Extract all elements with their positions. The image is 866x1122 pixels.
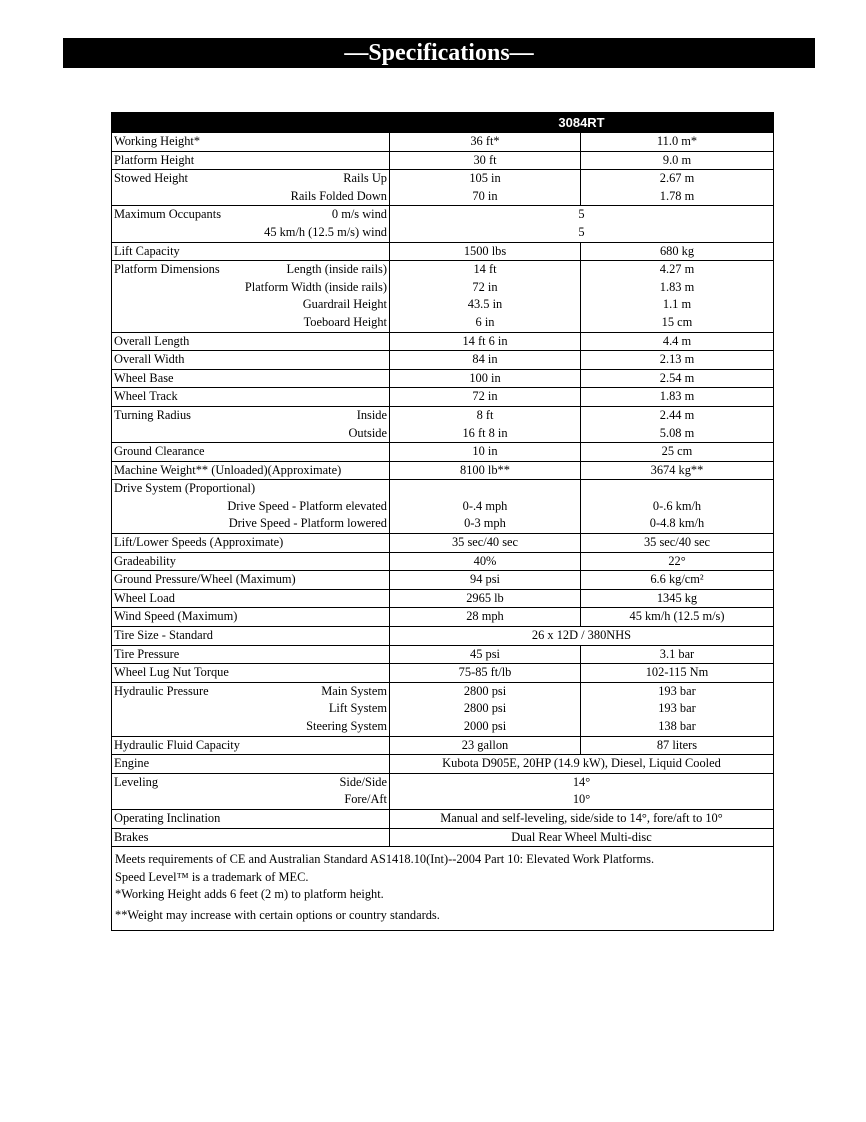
model-header: 3084RT xyxy=(390,113,774,133)
header-blank-cell xyxy=(112,113,390,133)
spec-value-imperial: 40% xyxy=(390,552,581,571)
spec-value-imperial: 8100 lb** xyxy=(390,461,581,480)
spec-label-cell xyxy=(112,498,390,516)
spec-value-metric: 138 bar xyxy=(581,718,774,736)
table-row xyxy=(112,332,774,351)
spec-label-cell xyxy=(112,133,390,152)
spec-label-cell xyxy=(112,170,390,188)
note-trademark: Speed Level™ is a trademark of MEC. xyxy=(115,869,309,884)
spec-value-metric: 3674 kg** xyxy=(581,461,774,480)
spec-value-metric: 0-.6 km/h xyxy=(581,498,774,516)
table-row xyxy=(112,443,774,462)
spec-sublabel: Rails Up xyxy=(343,171,387,186)
spec-value-metric: 2.13 m xyxy=(581,351,774,370)
table-row xyxy=(112,534,774,553)
spec-label: Stowed Height xyxy=(114,171,188,186)
spec-value-imperial: 94 psi xyxy=(390,571,581,590)
spec-value-imperial: 8 ft xyxy=(390,406,581,424)
spec-label: Machine Weight** (Unloaded)(Approximate) xyxy=(114,462,342,477)
spec-label-cell xyxy=(112,369,390,388)
spec-value-metric: 11.0 m* xyxy=(581,133,774,152)
spec-label-cell xyxy=(112,224,390,242)
spec-value-imperial: 14 ft xyxy=(390,261,581,279)
table-row xyxy=(112,700,774,718)
spec-sublabel: Rails Folded Down xyxy=(290,188,387,203)
spec-value-imperial: 23 gallon xyxy=(390,736,581,755)
spec-label: Tire Size - Standard xyxy=(114,628,213,643)
spec-value-imperial: 105 in xyxy=(390,170,581,188)
spec-label-cell xyxy=(112,406,390,424)
spec-label-cell xyxy=(112,700,390,718)
spec-label: Brakes xyxy=(114,829,149,844)
spec-value-imperial: 36 ft* xyxy=(390,133,581,152)
spec-label: Tire Pressure xyxy=(114,646,180,661)
table-row xyxy=(112,369,774,388)
spec-label-cell xyxy=(112,571,390,590)
spec-label: Platform Dimensions xyxy=(114,262,220,277)
spec-label: Wheel Base xyxy=(114,370,174,385)
table-row xyxy=(112,206,774,224)
spec-label-cell xyxy=(112,809,390,828)
spec-sublabel: Toeboard Height xyxy=(303,314,387,329)
spec-value-metric: 4.27 m xyxy=(581,261,774,279)
spec-value-combined: 10° xyxy=(390,791,774,809)
spec-value-metric: 6.6 kg/cm² xyxy=(581,571,774,590)
spec-value-combined: 5 xyxy=(390,206,774,224)
table-row xyxy=(112,809,774,828)
spec-value-imperial: 10 in xyxy=(390,443,581,462)
spec-label-cell xyxy=(112,736,390,755)
spec-label: Ground Clearance xyxy=(114,444,205,459)
spec-value-metric: 22° xyxy=(581,552,774,571)
spec-value-metric: 2.54 m xyxy=(581,369,774,388)
table-row xyxy=(112,170,774,188)
table-row xyxy=(112,279,774,297)
spec-label-cell xyxy=(112,552,390,571)
table-row xyxy=(112,608,774,627)
table-row xyxy=(112,773,774,791)
table-row xyxy=(112,351,774,370)
table-row xyxy=(112,314,774,332)
spec-value-imperial: 14 ft 6 in xyxy=(390,332,581,351)
table-row xyxy=(112,627,774,646)
spec-value-imperial: 75-85 ft/lb xyxy=(390,664,581,683)
specifications-table xyxy=(111,112,774,931)
spec-sublabel: Guardrail Height xyxy=(302,297,387,312)
spec-value-metric: 15 cm xyxy=(581,314,774,332)
page-title: —Specifications— xyxy=(63,38,815,68)
spec-value-metric: 1345 kg xyxy=(581,589,774,608)
spec-sublabel: Main System xyxy=(321,683,387,698)
spec-label-cell xyxy=(112,645,390,664)
spec-sublabel: Platform Width (inside rails) xyxy=(244,279,387,294)
spec-label: Leveling xyxy=(114,774,159,789)
table-row xyxy=(112,828,774,847)
spec-label-cell xyxy=(112,773,390,791)
spec-value-imperial: 2800 psi xyxy=(390,682,581,700)
spec-value-metric: 87 liters xyxy=(581,736,774,755)
spec-label: Working Height* xyxy=(114,134,201,148)
table-row xyxy=(112,664,774,683)
spec-value-metric: 35 sec/40 sec xyxy=(581,534,774,553)
spec-label: Wind Speed (Maximum) xyxy=(114,609,238,624)
spec-label-cell xyxy=(112,332,390,351)
spec-value-metric: 45 km/h (12.5 m/s) xyxy=(581,608,774,627)
spec-label: Drive System (Proportional) xyxy=(114,481,256,496)
spec-label: Lift Capacity xyxy=(114,243,180,258)
spec-value-metric: 3.1 bar xyxy=(581,645,774,664)
spec-label: Maximum Occupants xyxy=(114,207,222,222)
spec-value-combined: 14° xyxy=(390,773,774,791)
table-row xyxy=(112,242,774,261)
spec-label: Turning Radius xyxy=(114,407,191,422)
table-row xyxy=(112,461,774,480)
table-row xyxy=(112,682,774,700)
spec-value-imperial: 30 ft xyxy=(390,151,581,170)
notes-row xyxy=(112,847,774,931)
spec-sublabel: 0 m/s wind xyxy=(331,207,387,222)
spec-label-cell xyxy=(112,443,390,462)
table-row xyxy=(112,224,774,242)
spec-value-metric: 1.78 m xyxy=(581,188,774,206)
spec-label: Ground Pressure/Wheel (Maximum) xyxy=(114,572,296,587)
spec-value-imperial xyxy=(390,480,581,498)
spec-value-imperial: 70 in xyxy=(390,188,581,206)
spec-value-imperial: 72 in xyxy=(390,388,581,407)
spec-sublabel: Drive Speed - Platform lowered xyxy=(228,516,387,531)
spec-label: Overall Width xyxy=(114,352,185,367)
note-ce-compliance: Meets requirements of CE and Australian Standard AS1418.10(Int)--2004 Part 10: Elevated Work Platforms. xyxy=(115,852,655,867)
spec-label-cell xyxy=(112,425,390,443)
spec-label: Hydraulic Pressure xyxy=(114,683,209,698)
spec-sublabel: Outside xyxy=(348,425,387,440)
spec-label-cell xyxy=(112,388,390,407)
table-row xyxy=(112,718,774,736)
spec-label-cell xyxy=(112,261,390,279)
spec-label-cell xyxy=(112,515,390,533)
spec-value-imperial: 2965 lb xyxy=(390,589,581,608)
spec-sublabel: Steering System xyxy=(306,719,387,733)
spec-label: Overall Length xyxy=(114,333,190,348)
spec-label-cell xyxy=(112,682,390,700)
spec-value-imperial: 45 psi xyxy=(390,645,581,664)
table-row xyxy=(112,736,774,755)
spec-label: Platform Height xyxy=(114,152,195,167)
table-row xyxy=(112,571,774,590)
spec-value-imperial: 1500 lbs xyxy=(390,242,581,261)
table-row xyxy=(112,552,774,571)
spec-value-combined: Kubota D905E, 20HP (14.9 kW), Diesel, Liquid Cooled xyxy=(390,755,774,774)
spec-value-metric: 2.44 m xyxy=(581,406,774,424)
table-row xyxy=(112,133,774,152)
table-row xyxy=(112,645,774,664)
spec-label-cell xyxy=(112,627,390,646)
spec-value-imperial: 2800 psi xyxy=(390,700,581,718)
spec-value-imperial: 100 in xyxy=(390,369,581,388)
spec-value-imperial: 6 in xyxy=(390,314,581,332)
spec-label: Wheel Load xyxy=(114,590,175,605)
table-row xyxy=(112,296,774,314)
spec-label-cell xyxy=(112,461,390,480)
spec-label-cell xyxy=(112,480,390,498)
spec-label-cell xyxy=(112,351,390,370)
spec-label: Wheel Lug Nut Torque xyxy=(114,665,229,680)
spec-value-metric: 1.83 m xyxy=(581,388,774,407)
spec-sublabel: Lift System xyxy=(328,701,387,716)
table-header-row xyxy=(112,113,774,133)
spec-label-cell xyxy=(112,608,390,627)
table-row xyxy=(112,388,774,407)
spec-value-imperial: 35 sec/40 sec xyxy=(390,534,581,553)
spec-value-metric: 193 bar xyxy=(581,700,774,718)
spec-label: Lift/Lower Speeds (Approximate) xyxy=(114,535,284,550)
spec-label-cell xyxy=(112,755,390,774)
spec-value-imperial: 84 in xyxy=(390,351,581,370)
spec-sublabel: Length (inside rails) xyxy=(286,262,387,277)
spec-label: Gradeability xyxy=(114,553,176,568)
spec-value-imperial: 2000 psi xyxy=(390,718,581,736)
spec-value-metric: 193 bar xyxy=(581,682,774,700)
spec-value-metric: 1.1 m xyxy=(581,296,774,314)
spec-label-cell xyxy=(112,242,390,261)
table-row xyxy=(112,261,774,279)
spec-label-cell xyxy=(112,828,390,847)
spec-label-cell xyxy=(112,296,390,314)
spec-label: Wheel Track xyxy=(114,389,178,404)
spec-sublabel: 45 km/h (12.5 m/s) wind xyxy=(264,224,387,239)
spec-value-metric: 680 kg xyxy=(581,242,774,261)
spec-value-combined: 5 xyxy=(390,224,774,242)
spec-value-metric: 2.67 m xyxy=(581,170,774,188)
spec-value-imperial: 28 mph xyxy=(390,608,581,627)
table-row xyxy=(112,515,774,533)
spec-value-combined: Dual Rear Wheel Multi-disc xyxy=(390,828,774,847)
table-row xyxy=(112,755,774,774)
spec-label-cell xyxy=(112,791,390,809)
spec-value-metric: 25 cm xyxy=(581,443,774,462)
table-row xyxy=(112,589,774,608)
spec-value-imperial: 0-.4 mph xyxy=(390,498,581,516)
notes-cell xyxy=(112,847,774,931)
spec-label-cell xyxy=(112,534,390,553)
spec-value-metric: 9.0 m xyxy=(581,151,774,170)
spec-label: Operating Inclination xyxy=(114,810,221,825)
spec-label: Engine xyxy=(114,756,150,771)
spec-sublabel: Fore/Aft xyxy=(344,792,387,807)
spec-label: Hydraulic Fluid Capacity xyxy=(114,737,240,752)
spec-value-metric: 1.83 m xyxy=(581,279,774,297)
table-row xyxy=(112,151,774,170)
spec-value-imperial: 16 ft 8 in xyxy=(390,425,581,443)
spec-value-metric xyxy=(581,480,774,498)
spec-label-cell xyxy=(112,314,390,332)
table-row xyxy=(112,480,774,498)
spec-label-cell xyxy=(112,279,390,297)
spec-label-cell xyxy=(112,206,390,224)
table-row xyxy=(112,406,774,424)
spec-label-cell xyxy=(112,188,390,206)
table-row xyxy=(112,188,774,206)
spec-sublabel: Side/Side xyxy=(339,774,387,789)
note-working-height: *Working Height adds 6 feet (2 m) to platform height. xyxy=(115,887,384,902)
spec-value-combined: Manual and self-leveling, side/side to 14°, fore/aft to 10° xyxy=(390,809,774,828)
spec-value-metric: 5.08 m xyxy=(581,425,774,443)
spec-value-imperial: 72 in xyxy=(390,279,581,297)
table-row xyxy=(112,425,774,443)
spec-value-combined: 26 x 12D / 380NHS xyxy=(390,627,774,646)
spec-value-imperial: 43.5 in xyxy=(390,296,581,314)
table-row xyxy=(112,791,774,809)
table-row xyxy=(112,498,774,516)
spec-label-cell xyxy=(112,664,390,683)
spec-label-cell xyxy=(112,718,390,736)
spec-value-metric: 4.4 m xyxy=(581,332,774,351)
spec-value-metric: 102-115 Nm xyxy=(581,664,774,683)
spec-label-cell xyxy=(112,151,390,170)
spec-sublabel: Drive Speed - Platform elevated xyxy=(227,498,387,513)
note-weight: **Weight may increase with certain options or country standards. xyxy=(115,907,440,922)
spec-value-imperial: 0-3 mph xyxy=(390,515,581,533)
spec-sublabel: Inside xyxy=(356,407,387,422)
spec-label-cell xyxy=(112,589,390,608)
spec-value-metric: 0-4.8 km/h xyxy=(581,515,774,533)
